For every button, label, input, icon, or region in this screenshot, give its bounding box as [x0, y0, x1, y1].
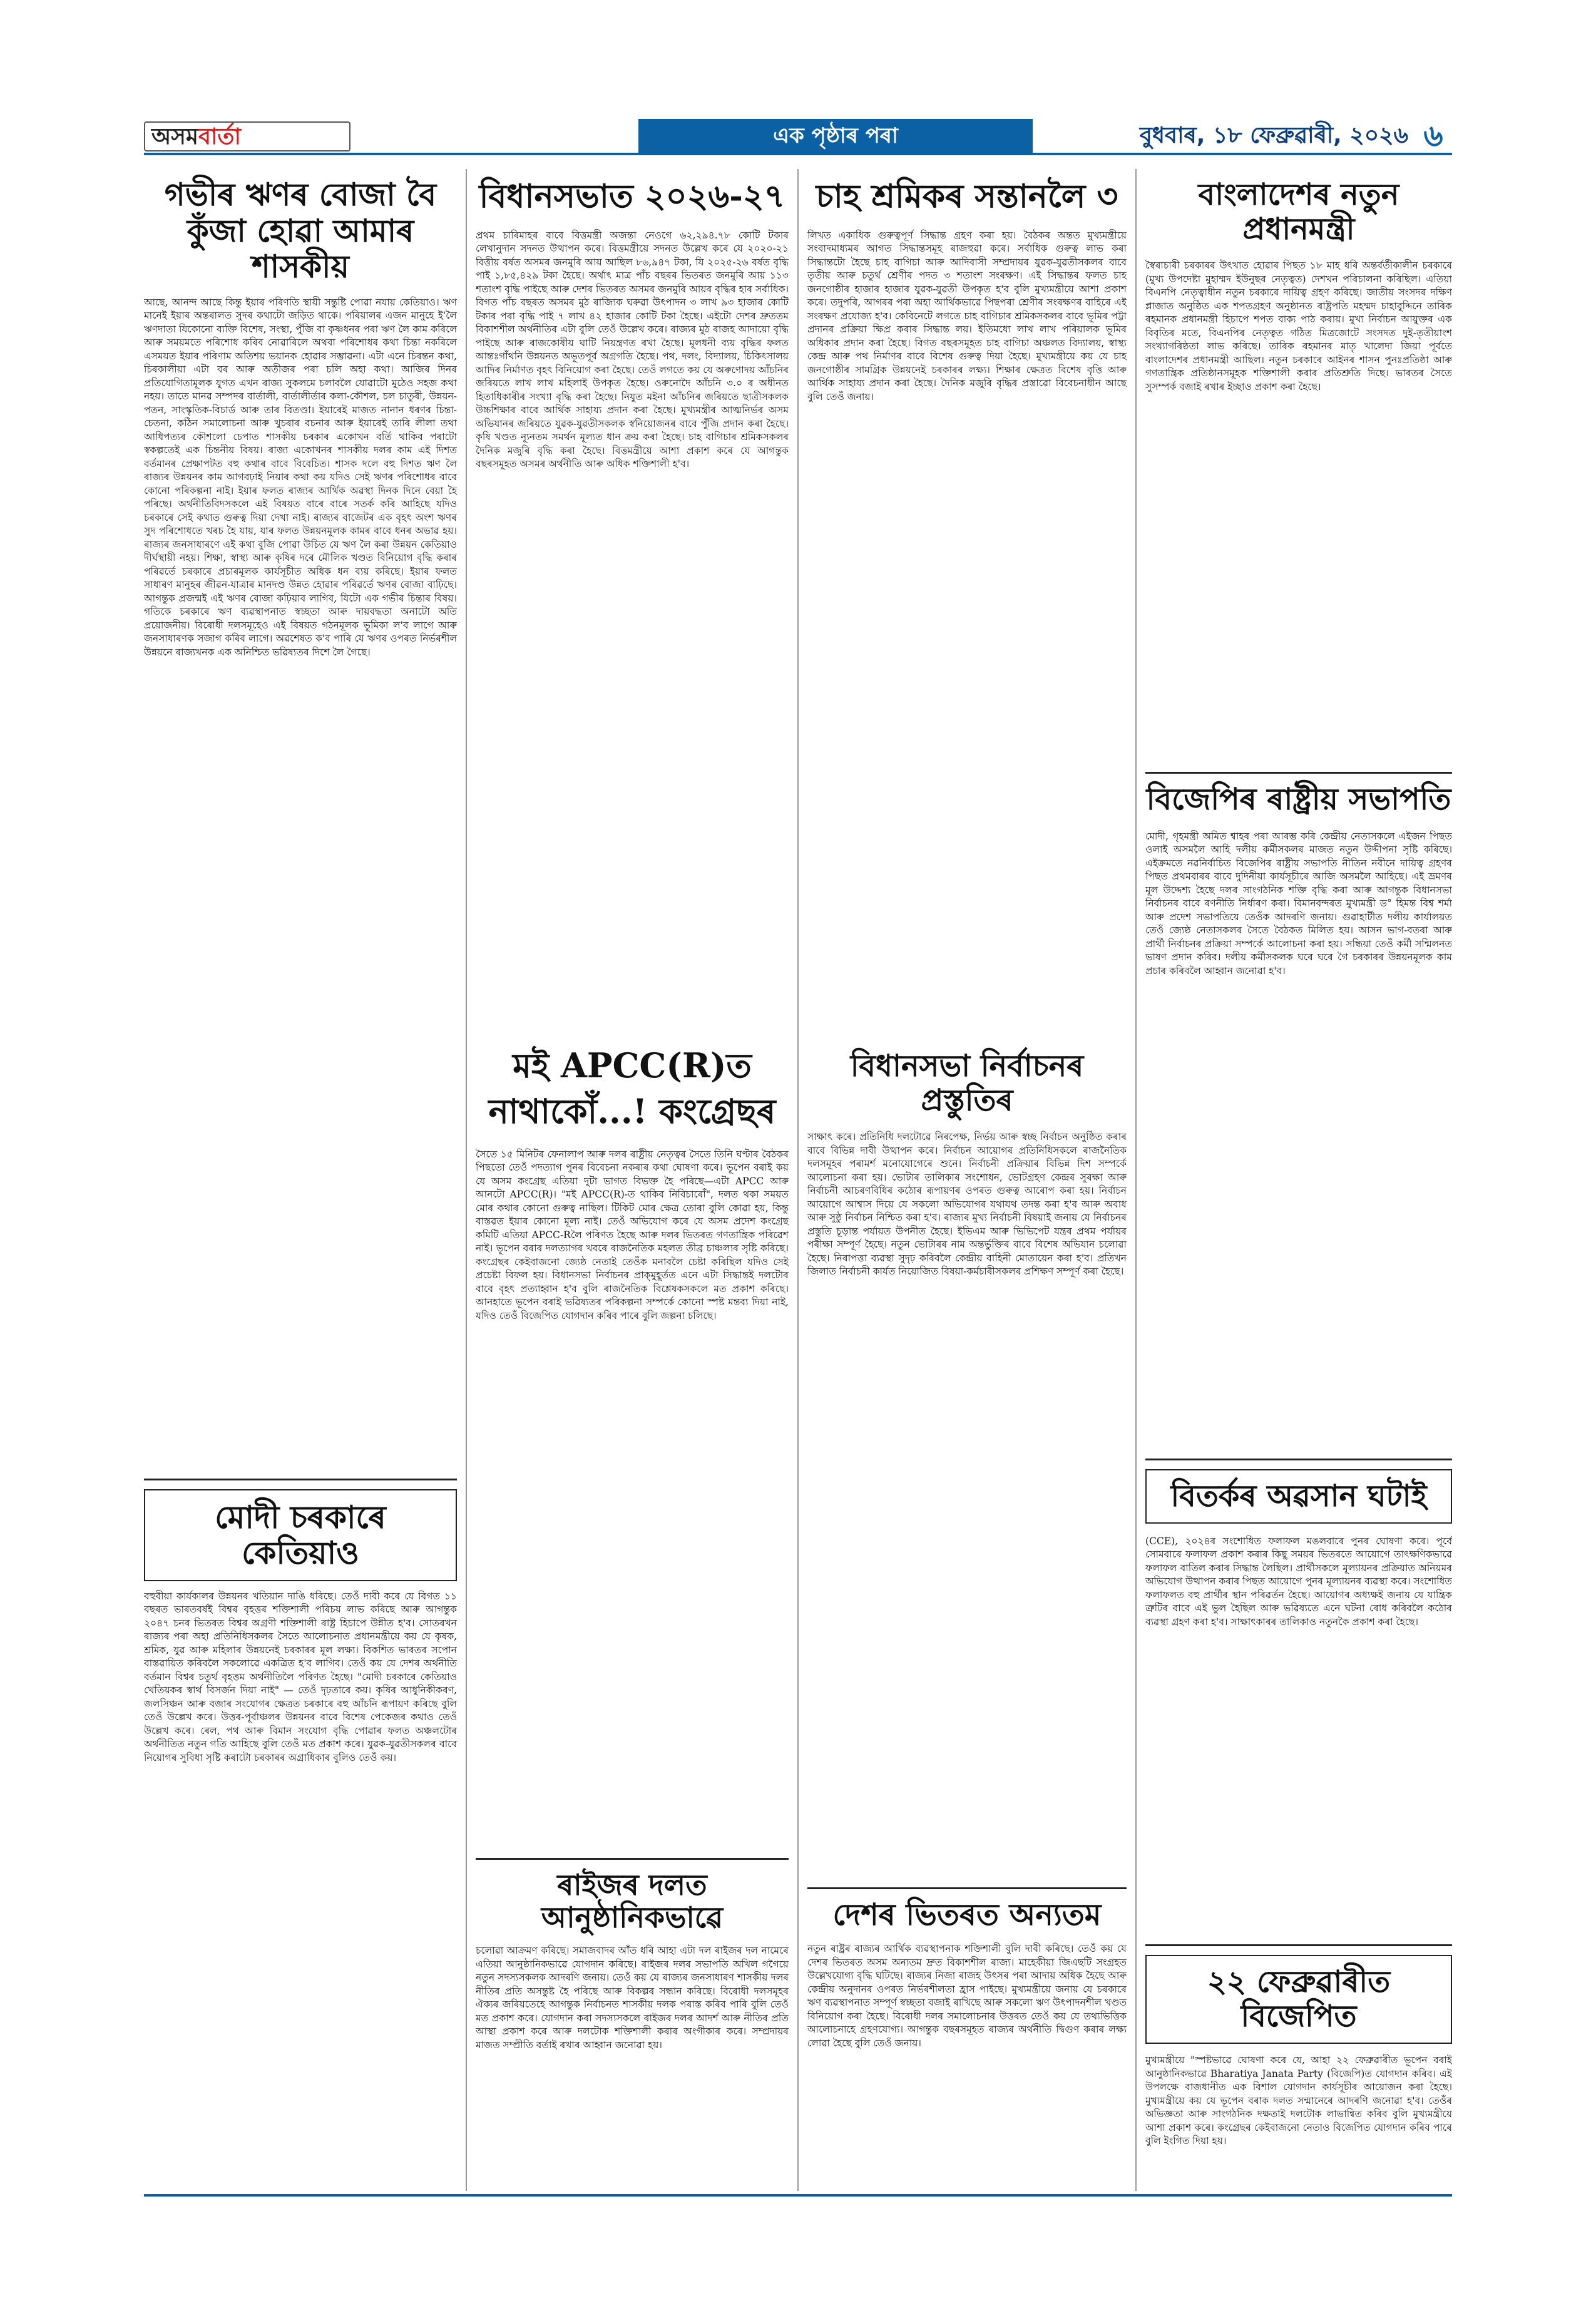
article-body-election-preparation: সাক্ষাৎ কৰে। প্ৰতিনিধি দলটোৱে নিৰপেক্ষ, নিৰ্ভয় আৰু স্বচ্ছ নিৰ্বাচন অনুষ্ঠিত কৰাৰ বাবে বিভিন্ন দাবী উত্থাপন কৰে। নিৰ্বাচন আয়োগৰ প্ৰতিনিধিসকলে ৰাজনৈতিক দলসমূহৰ পৰামৰ্শ মনোযোগেৰে শুনে। নিৰ্বাচনী প্ৰক্ৰিয়াৰ বিভিন্ন দিশ সম্পৰ্কে আলোচনা কৰা হয়। ভোটাৰ তালিকাৰ সংশোধন, ভোটগ্ৰহণ কেন্দ্ৰৰ সুৰক্ষা আৰু নিৰ্বাচনী আচৰণবিধিৰ কঠোৰ ৰূপায়ণৰ ওপৰত গুৰুত্ব আৰোপ কৰা হয়। নিৰ্বাচন আয়োগে আশ্বাস দিয়ে যে সকলো অভিযোগৰ যথাযথ তদন্ত কৰা হ'ব আৰু অবাধ আৰু সুষ্ঠু নিৰ্বাচন নিশ্চিত কৰা হ'ব। ৰাজ্যৰ মুখ্য নিৰ্বাচনী বিষয়াই জনায় যে নিৰ্বাচনৰ প্ৰস্তুতি চূড়ান্ত পৰ্যায়ত উপনীত হৈছে। ইভিএম আৰু ভিভিপেট যন্ত্ৰৰ প্ৰথম পৰ্যায়ৰ পৰীক্ষা সম্পূৰ্ণ হৈছে। নতুন ভোটাৰৰ নাম অন্তৰ্ভুক্তিৰ বাবে বিশেষ অভিযান চলোৱা হৈছে। নিৰাপত্তা ব্যৱস্থা সুদৃঢ় কৰিবলৈ কেন্দ্ৰীয় বাহিনী মোতায়েন কৰা হ'ব। প্ৰতিখন জিলাত নিৰ্বাচনী কাৰ্যত নিয়োজিত বিষয়া-কৰ্মচাৰীসকলৰ প্ৰশিক্ষণ সম্পূৰ্ণ কৰা হৈছে।: [807, 1131, 1127, 1278]
article-body-bjp-president: মোদী, গৃহমন্ত্ৰী অমিত শ্বাহৰ পৰা আৰম্ভ কৰি কেন্দ্ৰীয় নেতাসকলে এইজন পিছত ওলাই অসমলৈ আহি দলীয় কৰ্মীসকলৰ মাজত নতুন উদ্দীপনা সৃষ্টি কৰিছে। এইক্ৰমতে নৱনিৰ্বাচিত বিজেপিৰ ৰাষ্ট্ৰীয় সভাপতি নীতিন নবীনে দায়িত্ব গ্ৰহণৰ পিছত প্ৰথমবাৰৰ বাবে দুদিনীয়া কাৰ্যসূচীৰে আজি অসমলৈ আহিছে। এই ভ্ৰমণৰ মূল উদ্দেশ্য হৈছে দলৰ সাংগঠনিক শক্তি বৃদ্ধি কৰা আৰু আগন্তুক বিধানসভা নিৰ্বাচনৰ বাবে ৰণনীতি নিৰ্ধাৰণ কৰা। বিমানবন্দৰত মুখ্যমন্ত্ৰী ড° হিমন্ত বিশ্ব শৰ্মা আৰু প্ৰদেশ সভাপতিয়ে তেওঁক আদৰণি জনায়। গুৱাহাটীত দলীয় কাৰ্যালয়ত তেওঁ জ্যেষ্ঠ নেতাসকলৰ সৈতে বৈঠকত মিলিত হয়। আসন ভাগ-বতৰা আৰু প্ৰাৰ্থী নিৰ্বাচনৰ প্ৰক্ৰিয়া সম্পৰ্কে আলোচনা কৰা হয়। সন্ধিয়া তেওঁ কৰ্মী সন্মিলনত ভাষণ প্ৰদান কৰিব। দলীয় কৰ্মীসকলক ঘৰে ঘৰে গৈ চৰকাৰৰ উন্নয়নমূলক কাম প্ৰচাৰ কৰিবলৈ আহ্বান জনোৱা হ'ব।: [1145, 830, 1452, 977]
article-body-feb22-bjp: মুখ্যমন্ত্ৰীয়ে "স্পষ্টভাৱে ঘোষণা কৰে যে, আহা ২২ ফেব্ৰুৱাৰীত ভূপেন বৰাই আনুষ্ঠানিকভাৱে Bharatiya Janata Party (বিজেপি)ত যোগদান কৰিব। এই উপলক্ষে বাজধানীত এক বিশাল যোগদান কাৰ্যসূচীৰ আয়োজন কৰা হৈছে। মুখ্যমন্ত্ৰীয়ে কয় যে ভূপেন বৰাক দলত সন্মানেৰে আদৰণি জনোৱা হ'ব। তেওঁৰ অভিজ্ঞতা আৰু সাংগঠনিক দক্ষতাই দলটোক লাভান্বিত কৰিব বুলি মুখ্যমন্ত্ৰীয়ে আশা প্ৰকাশ কৰে। কংগ্ৰেছৰ কেইবাজনো নেতাও বিজেপিত যোগদান কৰিব পাৰে বুলি ইংগিত দিয়া হয়।: [1145, 2054, 1452, 2147]
column-4: [1145, 169, 1452, 2323]
article-body-apcc-r: সৈতে ১৫ মিনিটৰ ফেনালাপ আৰু দলৰ ৰাষ্ট্ৰীয় নেতৃত্বৰ সৈতে তিনি ঘণ্টাৰ বৈঠকৰ পিছতো তেওঁ পদত্যাগ পুনৰ বিবেচনা নকৰাৰ কথা ঘোষণা কৰে। ভূপেন বৰাই কয় যে অসম কংগ্ৰেছ এতিয়া দুটা ভাগত বিভক্ত হৈ পৰিছে—এটা APCC আৰু আনটো APCC(R)। "মই APCC(R)-ত থাকিব নিবিচাৰোঁ", দলত থকা সময়ত মোৰ কথাৰ কোনো গুৰুত্ব নাছিল। টিকিট মোৰ ক্ষেত্ৰ তোৰা বুলি কোৱা হয়, কিন্তু বাস্তৱত ইয়াৰ কোনো মূল্য নাই। তেওঁ অভিযোগ কৰে যে অসম প্ৰদেশ কংগ্ৰেছ কমিটি এতিয়া APCC-Rলৈ পৰিণত হৈছে আৰু দলৰ ভিতৰত গণতান্ত্ৰিক পৰিৱেশ নাই। ভূপেন বৰাৰ দলত্যাগৰ খবৰে ৰাজনৈতিক মহলত তীব্ৰ চাঞ্চল্যৰ সৃষ্টি কৰিছে। কংগ্ৰেছৰ কেইবাজনো জ্যেষ্ঠ নেতাই তেওঁক মনাবলৈ চেষ্টা কৰিছিল যদিও সেই প্ৰচেষ্টা বিফল হয়। বিধানসভা নিৰ্বাচনৰ প্ৰাক্‌মুহূৰ্তত এনে এটা সিদ্ধান্তই দলটোৰ বাবে বৃহৎ প্ৰত্যাহ্বান হ'ব বুলি ৰাজনৈতিক বিশ্লেষকসকলে মত প্ৰকাশ কৰিছে। আনহাতে ভূপেন বৰাই ভৱিষ্যতৰ পৰিকল্পনা সম্পৰ্কে কোনো স্পষ্ট মন্তব্য দিয়া নাই, যদিও তেওঁ বিজেপিত যোগদান কৰিব পাৰে বুলি জল্পনা চলিছে।: [476, 1148, 789, 1321]
headline-apcc-r: মই APCC(R)ত নাথাকোঁ...! কংগ্ৰেছৰ: [488, 1045, 776, 1131]
headline-bjp-president: বিজেপিৰ ৰাষ্ট্ৰীয় সভাপতি: [1146, 782, 1451, 818]
article-body-bangladesh-pm: স্বৈৰাচাৰী চৰকাৰৰ উৎখাত হোৱাৰ পিছত ১৮ মাহ ধৰি অন্তৰ্বৰ্তীকালীন চৰকাৰে (মুখ্য উপদেষ্টা মুহাম্মদ ইউনুছৰ নেতৃত্বত) দেশখন পৰিচালনা কৰিছিল। এতিয়া বিএনপি নেতৃত্বাধীন নতুন চৰকাৰে দায়িত্ব গ্ৰহণ কৰিছে। জাতীয় সংসদৰ দক্ষিণ প্লাজাত অনুষ্ঠিত এক শপতগ্ৰহণ অনুষ্ঠানত ৰাষ্ট্ৰপতি মহম্মদ চাহাবুদ্দিনে তাৰিক ৰহমানক প্ৰধানমন্ত্ৰী হিচাপে শপত বাক্য পাঠ কৰায়। মুখ্য নিৰ্বাচন আয়ুক্তৰ এক বিবৃতিৰ মতে, বিএনপিৰ নেতৃত্বত গঠিত মিত্ৰজোটে সংসদত দুই-তৃতীয়াংশ সংখ্যাগৰিষ্ঠতা লাভ কৰিছে। তাৰিক ৰহমানৰ মাতৃ খালেদা জিয়া পূৰ্বতে বাংলাদেশৰ প্ৰধানমন্ত্ৰী আছিল। নতুন চৰকাৰে আইনৰ শাসন পুনঃপ্ৰতিষ্ঠা আৰু গণতান্ত্ৰিক প্ৰতিষ্ঠানসমূহক শক্তিশালী কৰাৰ প্ৰতিশ্ৰুতি দিছে। ভাৰতৰ সৈতে সুসম্পৰ্ক বজাই ৰখাৰ ইচ্ছাও প্ৰকাশ কৰা হৈছে।: [1145, 260, 1452, 392]
headline-box-modi: [144, 1489, 457, 1581]
column-divider: [797, 169, 799, 2191]
headline-modi-government: মোদী চৰকাৰে কেতিয়াও: [215, 1498, 386, 1571]
footer-rule: [144, 2194, 1452, 2197]
column-3: [807, 169, 1127, 2280]
headline-election-preparation: বিধানসভা নিৰ্বাচনৰ প্ৰস্তুতিৰ: [850, 1048, 1084, 1118]
headline-bangladesh-pm: বাংলাদেশৰ নতুন প্ৰধানমন্ত্ৰী: [1198, 177, 1399, 247]
column-2: [476, 169, 789, 2245]
headline-feb22-bjp: ২২ ফেব্ৰুৱাৰীত বিজেপিত: [1207, 1964, 1391, 2034]
logo-text-part2: বাৰ্তা: [198, 123, 241, 150]
article-body-controversy-end: (CCE), ২০২৪ৰ সংশোধিত ফলাফল মঙলবাৰে পুনৰ ঘোষণা কৰে। পূৰ্বে সোমবাৰে ফলাফল প্ৰকাশ কৰাৰ কিছু সময়ৰ ভিতৰতে আয়োগে তাৎক্ষণিকভাৱে ফলাফল বাতিল কৰাৰ সিদ্ধান্ত লৈছিল। প্ৰাৰ্থীসকলে মূল্যায়নৰ প্ৰক্ৰিয়াত অনিয়মৰ অভিযোগ উত্থাপন কৰাৰ পিছত আয়োগে পুনৰ মূল্যায়নৰ ব্যৱস্থা কৰে। সংশোধিত ফলাফলত বহু প্ৰাৰ্থীৰ স্থান পৰিৱৰ্তন হৈছে। আয়োগৰ অধ্যক্ষই জনায় যে যান্ত্ৰিক ত্ৰুটিৰ বাবে এই ভুল হৈছিল আৰু ভৱিষ্যতে এনে ঘটনা ৰোধ কৰিবলৈ কঠোৰ ব্যৱস্থা গ্ৰহণ কৰা হ'ব। সাক্ষাৎকাৰৰ তালিকাও নতুনকৈ প্ৰকাশ কৰা হৈছে।: [1145, 1535, 1452, 1628]
headline-controversy-end: বিতৰ্কৰ অৱসান ঘটাই: [1170, 1478, 1427, 1514]
headline-box-controversy: [1145, 1469, 1452, 1524]
article-body-among-nation: নতুন ৰাষ্ট্ৰৰ ৰাজ্যৰ আৰ্থিক ব্যৱস্থাপনাক শক্তিশালী বুলি দাবী কৰিছে। তেওঁ কয় যে দেশৰ ভিতৰত অসম অন্যতম দ্ৰুত বিকাশশীল ৰাজ্য। মাহেকীয়া জিএছটি সংগ্ৰহত উল্লেখযোগ্য বৃদ্ধি ঘটিছে। ৰাজ্যৰ নিজা ৰাজহ উৎসৰ পৰা আদায় অধিক হৈছে আৰু কেন্দ্ৰীয় অনুদানৰ ওপৰত নিৰ্ভৰশীলতা হ্ৰাস পাইছে। মুখ্যমন্ত্ৰীয়ে জনায় যে চৰকাৰে ঋণ ব্যৱস্থাপনাত সম্পূৰ্ণ স্বচ্ছতা বজাই ৰাখিছে আৰু সকলো ঋণ উৎপাদনশীল খণ্ডত বিনিয়োগ কৰা হৈছে। বিৰোধী দলৰ সমালোচনাৰ উত্তৰত তেওঁ কয় যে তথ্যভিত্তিক আলোচনাহে গ্ৰহণযোগ্য। আগন্তুক বছৰসমূহত ৰাজ্যৰ অৰ্থনীতি দ্বিগুণ কৰাৰ লক্ষ্য লোৱা হৈছে বুলি তেওঁ জনায়।: [807, 1943, 1127, 2049]
newspaper-logo[interactable]: [144, 121, 350, 151]
page-header: [144, 119, 1452, 155]
article-separator: [476, 1858, 789, 1860]
article-body-modi-government: বহুবীয়া কাৰ্যকালৰ উন্নয়নৰ খতিয়ান দাঙি ধৰিছে। তেওঁ দাবী কৰে যে বিগত ১১ বছৰত ভাৰতবৰ্ষই বিশ্বৰ বৃহত্তৰ শক্তিশালী পৰিচয় লাভ কৰিছে আৰু আগন্তুক ২০৪৭ চনৰ ভিতৰত বিশ্বৰ অগ্ৰণী শক্তিশালী ৰাষ্ট্ৰ হিচাপে উন্নীত হ'ব। সোতৰখন ৰাজ্যৰ পৰা অহা প্ৰতিনিধিসকলৰ সৈতে আলোচনাত প্ৰধানমন্ত্ৰীয়ে কয় যে কৃষক, শ্ৰমিক, যুৱ আৰু মহিলাৰ উন্নয়নেই চৰকাৰৰ মূল লক্ষ্য। বিকশিত ভাৰতৰ সপোন বাস্তৱায়িত কৰিবলৈ সকলোৱে একত্ৰিত হ'ব লাগিব। তেওঁ কয় যে দেশৰ অৰ্থনীতি বৰ্তমান বিশ্বৰ চতুৰ্থ বৃহত্তম অৰ্থনীতিলৈ পৰিণত হৈছে। "মোদী চৰকাৰে কেতিয়াও খেতিয়কৰ স্বাৰ্থ বিসৰ্জন দিয়া নাই" — তেওঁ দৃঢ়তাৰে কয়। কৃষিৰ আধুনিকীকৰণ, জলসিঞ্চন আৰু বজাৰ সংযোগৰ ক্ষেত্ৰত চৰকাৰে বহু আঁচনি ৰূপায়ণ কৰিছে বুলি তেওঁ উল্লেখ কৰে। উত্তৰ-পূৰ্বাঞ্চলৰ উন্নয়নৰ বাবে বিশেষ পেকেজৰ কথাও তেওঁ উল্লেখ কৰে। ৰেল, পথ আৰু বিমান সংযোগ বৃদ্ধি পোৱাৰ ফলত অঞ্চলটোৰ অৰ্থনীতিত নতুন গতি আহিছে বুলি তেওঁ মত প্ৰকাশ কৰে। যুৱক-যুৱতীসকলৰ বাবে নিয়োগৰ সুবিধা সৃষ্টি কৰাটো চৰকাৰৰ অগ্ৰাধিকাৰ বুলিও তেওঁ কয়।: [144, 1590, 457, 1763]
headline-tea-workers: চাহ শ্ৰমিকৰ সন্তানলৈ ৩: [816, 177, 1118, 215]
article-body-assembly-budget: প্ৰথম চাৰিমাহৰ বাবে বিত্তমন্ত্ৰী অজন্তা নেওগে ৬২,২৯৪.৭৮ কোটি টকাৰ লেখানুদান সদনত উত্থাপন কৰে। বিত্তমন্ত্ৰীয়ে সদনত উল্লেখ কৰে যে ২০২০-২১ বিত্তীয় বৰ্ষত অসমৰ জনমুৰি আয় আছিল ৮৬,৯৪৭ টকা, যি ২০২৫-২৬ বৰ্ষত বৃদ্ধি পাই ১,৮৫,৪২৯ টকা হৈছে। অৰ্থাৎ মাত্ৰ পাঁচ বছৰৰ ভিতৰত জনমুৰি আয় ১১৩ শতাংশ বৃদ্ধি পাইছে আৰু দেশৰ ভিতৰত অসমৰ জনমুৰি আয়ৰ বৃদ্ধিৰ হাৰ সৰ্বাধিক। বিগত পাঁচ বছৰত অসমৰ মুঠ ৰাজ্যিক ঘৰুৱা উৎপাদন ৩ লাখ ৯৩ হাজাৰ কোটি টকাৰ পৰা বৃদ্ধি পাই ৭ লাখ ৪২ হাজাৰ কোটি টকা হৈছে। এইটো দেশৰ দ্ৰুততম বিকাশশীল অৰ্থনীতিৰ এটা বুলি তেওঁ উল্লেখ কৰে। ৰাজ্যৰ মুঠ ৰাজহ আদায়ো বৃদ্ধি পাইছে আৰু ৰাজকোষীয় ঘাটি নিয়ন্ত্ৰণত ৰখা হৈছে। মূলধনী ব্যয় বৃদ্ধিৰ ফলত আন্তঃগাঁথনি উন্নয়নত অভূতপূৰ্ব অগ্ৰগতি হৈছে। পথ, দলং, বিদ্যালয়, চিকিৎসালয় আদিৰ নিৰ্মাণত বৃহৎ বিনিয়োগ কৰা হৈছে। তেওঁ লগতে কয় যে অৰুণোদয় আঁচনিৰ জৰিয়তে লাখ লাখ মহিলাই উপকৃত হৈছে। ওৰুনোদৈ আঁচনি ৩.০ ৰ অধীনত হিতাধিকাৰীৰ সংখ্যা বৃদ্ধি কৰা হৈছে। নিযুত মইনা আঁচনিৰ জৰিয়তে ছাত্ৰীসকলক উচ্চশিক্ষাৰ বাবে আৰ্থিক সাহায্য প্ৰদান কৰা হৈছে। মুখ্যমন্ত্ৰীৰ আত্মনিৰ্ভৰ অসম অভিযানৰ জৰিয়তে যুৱক-যুৱতীসকলক স্বনিয়োজনৰ বাবে পুঁজি প্ৰদান কৰা হৈছে। কৃষি খণ্ডত ন্যূনতম সমৰ্থন মূল্যত ধান ক্ৰয় কৰা হৈছে। চাহ বাগিচাৰ শ্ৰমিকসকলৰ দৈনিক মজুৰি বৃদ্ধি কৰা হৈছে। বিত্তমন্ত্ৰীয়ে আশা প্ৰকাশ কৰে যে আগন্তুক বছৰসমূহত অসমৰ অৰ্থনীতি আৰু অধিক শক্তিশালী হ'ব।: [476, 229, 789, 470]
page-number: ৬: [1423, 118, 1443, 153]
article-body-raijor-dal: চলোৱা আক্ৰমণ কৰিছে। সমাজবাদৰ আঁত ধৰি আহা এটা দল ৰাইজৰ দল নামেৰে এতিয়া আনুষ্ঠানিকভাৱে যোগদান কৰিছে। ৰাইজৰ দলৰ সভাপতি অখিল গগৈয়ে নতুন সদস্যসকলক আদৰণি জনায়। তেওঁ কয় যে ৰাজ্যৰ জনসাধাৰণ শাসকীয় দলৰ নীতিৰ প্ৰতি অসন্তুষ্ট হৈ পৰিছে আৰু বিকল্পৰ সন্ধান কৰিছে। বিৰোধী দলসমূহৰ ঐক্যৰ জৰিয়তেহে আগন্তুক নিৰ্বাচনত শাসকীয় দলক পৰাস্ত কৰিব পাৰি বুলি তেওঁ মত প্ৰকাশ কৰে। যোগদান কৰা সদস্যসকলে ৰাইজৰ দলৰ আদৰ্শ আৰু নীতিৰ প্ৰতি আস্থা প্ৰকাশ কৰে আৰু দলটোক শক্তিশালী কৰাৰ অংগীকাৰ কৰে। সম্প্ৰদায়ৰ মাজত সম্প্ৰীতি বৰ্তাই ৰখাৰ আহ্বান জনোৱা হয়।: [476, 1945, 789, 2051]
article-separator: [1145, 772, 1452, 774]
article-separator: [807, 1887, 1127, 1889]
logo-text-part1: অসম: [151, 123, 198, 150]
column-1: [144, 169, 457, 2150]
article-body-tea-workers: লিখত একাধিক গুৰুত্বপূৰ্ণ সিদ্ধান্ত গ্ৰহণ কৰা হয়। বৈঠকৰ অন্তত মুখ্যমন্ত্ৰীয়ে সংবাদমাধ্যমৰ আগত সিদ্ধান্তসমূহ ৰাজহুৱা কৰে। সৰ্বাধিক গুৰুত্ব লাভ কৰা সিদ্ধান্তটো হৈছে চাহ বাগিচা আৰু আদিবাসী সম্প্ৰদায়ৰ যুৱক-যুৱতীসকলৰ বাবে তৃতীয় আৰু চতুৰ্থ শ্ৰেণীৰ পদত ৩ শতাংশ সংৰক্ষণ। এই সিদ্ধান্তৰ ফলত চাহ জনগোষ্ঠীৰ হাজাৰ হাজাৰ যুৱক-যুৱতী উপকৃত হ'ব বুলি মুখ্যমন্ত্ৰীয়ে আশা প্ৰকাশ কৰে। তদুপৰি, আগৰৰ পৰা অহা আৰ্থিকভাৱে পিছপৰা শ্ৰেণীৰ সংৰক্ষণৰ বাহিৰে এই সংৰক্ষণ প্ৰযোজ্য হ'ব। কেবিনেটে লগতে চাহ বাগিচাৰ শ্ৰমিকসকলৰ বাবে ভূমিৰ পট্টা প্ৰদানৰ প্ৰক্ৰিয়া ক্ষিপ্ৰ কৰাৰ সিদ্ধান্ত লয়। ইতিমধ্যে লাখ লাখ পৰিয়ালক ভূমিৰ অধিকাৰ প্ৰদান কৰা হৈছে। বিগত বছৰসমূহত চাহ বাগিচা অঞ্চলত বিদ্যালয়, স্বাস্থ্য কেন্দ্ৰ আৰু পথ নিৰ্মাণৰ বাবে বিশেষ গুৰুত্ব দিয়া হৈছে। মুখ্যমন্ত্ৰীয়ে কয় যে চাহ জনগোষ্ঠীৰ সামগ্ৰিক উন্নয়নেই চৰকাৰৰ লক্ষ্য। শিক্ষাৰ ক্ষেত্ৰত বিশেষ বৃত্তি আৰু আৰ্থিক সাহায্য প্ৰদান কৰা হৈছে। দৈনিক মজুৰি বৃদ্ধিৰ প্ৰস্তাৱো বিবেচনাধীন আছে বুলি তেওঁ জনায়।: [807, 229, 1127, 403]
issue-date: বুধবাৰ, ১৮ ফেব্ৰুৱাৰী, ২০২৬: [1139, 123, 1408, 148]
headline-assembly-budget: বিধানসভাত ২০২৬-২৭: [479, 177, 785, 215]
headline-debt-burden: গভীৰ ঋণৰ বোজা বৈ কুঁজা হোৱা আমাৰ শাসকীয়: [164, 176, 437, 285]
headline-among-nation: দেশৰ ভিতৰত অন্যতম: [832, 1897, 1102, 1933]
article-separator: [144, 1479, 457, 1480]
article-separator: [1145, 1459, 1452, 1460]
headline-raijor-dal: ৰাইজৰ দলত আনুষ্ঠানিকভাৱে: [541, 1867, 724, 1935]
section-banner: এক পৃষ্ঠাৰ পৰা: [638, 119, 1033, 153]
article-body-debt-burden: আছে, আনন্দ আছে কিন্তু ইয়াৰ পৰিণতি স্থায়ী সন্তুষ্টি পোৱা নযায় কেতিয়াও। ঋণ মানেই ইয়াৰ অন্তৰালত সুদৰ কথাটো জড়িত থাকে। পৰিয়ালৰ এজন মানুহে ই'লৈ ঋণদাতা যিকোনো ব্যক্তি বিশেষ, সংস্থা, পুঁজি বা কৃষ্ণধনৰ পৰা ঋণ লৈ কাম কৰিলে আৰু সময়মতে পৰিশোধ কৰিব নোৱাৰিলে অথবা পৰিশোধৰ কথা চিন্তা নকৰিলে এসময়ত ইয়াৰ পৰিণাম অতিশয় ভয়ানক হোৱাৰ সম্ভাৱনা। এটা এনে চিৰন্তন কথা, চিৰকালীয়া এটা বৰ আৰু অতীজৰ পৰা চলি অহা কথা। আজিৰ দিনৰ প্ৰতিযোগিতামূলক যুগত এখন ৰাজ্য সুকলমে চলাবলৈ যোৱাটো মুঠেও সহজ কথা নহয়। তাতে মানৱ সম্পদৰ বাৰ্তালী, বাৰ্তালীৰ্তাৰ কলা-কৌশল, চল চাতুৰী, উন্নয়ন-পতন, সাংস্কৃতিক-বিচাৰ্ড আৰু তাৰ বিতণ্ডা। ইয়াৰেই মাজত নানান ধৰণৰ চিন্তা-চেতনা, কঠিন সমালোচনা আৰু খুচৰাৰ বচনাৰ আৰু ইয়াৰেই তাৰি লীলা তথা আধিপত্যৰ কৌশলো চেপাত শাসকীয় চৰকাৰ একোখন বৰ্তি থাকিব পৰাটো স্বকল্পতেই এক চিন্তনীয় বিষয়। ৰাজ্য একোখনৰ শাসকীয় দলৰ কাম এই দিশত বৰ্তমানৰ প্ৰেক্ষাপটত বহু কথাৰ বাবে বিবেচিত। শাসক দলে বহু দিশত ঋণ লৈ ৰাজ্যৰ উন্নয়নৰ কাম আগবঢ়াই নিয়াৰ কথা কয় যদিও সেই ঋণৰ পৰিশোধৰ বাবে কোনো পৰিকল্পনা নাই। ইয়াৰ ফলত ৰাজ্যৰ আৰ্থিক অৱস্থা দিনক দিনে বেয়া হৈ পৰিছে। অৰ্থনীতিবিদসকলে এই বিষয়ত বাৰে বাৰে সতৰ্ক কৰি আহিছে যদিও চৰকাৰে সেই কথাত গুৰুত্ব দিয়া দেখা নাই। ৰাজ্যৰ বাজেটৰ এক বৃহৎ অংশ ঋণৰ সুদ পৰিশোধতে খৰচ হৈ যায়, যাৰ ফলত উন্নয়নমূলক কামৰ বাবে ধনৰ অভাৱ হয়। ৰাজ্যৰ জনসাধাৰণে এই কথা বুজি পোৱা উচিত যে ঋণ লৈ কৰা উন্নয়ন কেতিয়াও দীৰ্ঘস্থায়ী নহয়। শিক্ষা, স্বাস্থ্য আৰু কৃষিৰ দৰে মৌলিক খণ্ডত বিনিয়োগ বৃদ্ধি কৰাৰ পৰিৱৰ্তে চৰকাৰে প্ৰচাৰমূলক কাৰ্যসূচীত অধিক ধন ব্যয় কৰিছে। ইয়াৰ ফলত সাধাৰণ মানুহৰ জীৱন-যাত্ৰাৰ মানদণ্ড উন্নত হোৱাৰ পৰিৱৰ্তে ঋণৰ বোজা বাঢ়িছে। আগন্তুক প্ৰজন্মই এই ঋণৰ বোজা কঢ়িয়াব লাগিব, যিটো এক গভীৰ চিন্তাৰ বিষয়। গতিকে চৰকাৰে ঋণ ব্যৱস্থাপনাত স্বচ্ছতা আৰু দায়বদ্ধতা অনাটো অতি প্ৰয়োজনীয়। বিৰোধী দলসমূহেও এই বিষয়ত গঠনমূলক ভূমিকা ল'ব লাগে আৰু জনসাধাৰণক সজাগ কৰিব লাগে। অৱশেষত ক'ব পাৰি যে ঋণৰ ওপৰত নিৰ্ভৰশীল উন্নয়নে ৰাজ্যখনক এক অনিশ্চিত ভৱিষ্যতৰ দিশে লৈ গৈছে।: [144, 296, 457, 658]
column-divider: [1135, 169, 1137, 2191]
headline-box-feb22: [1145, 1955, 1452, 2044]
article-separator: [1145, 1944, 1452, 1946]
column-divider: [466, 169, 467, 2191]
